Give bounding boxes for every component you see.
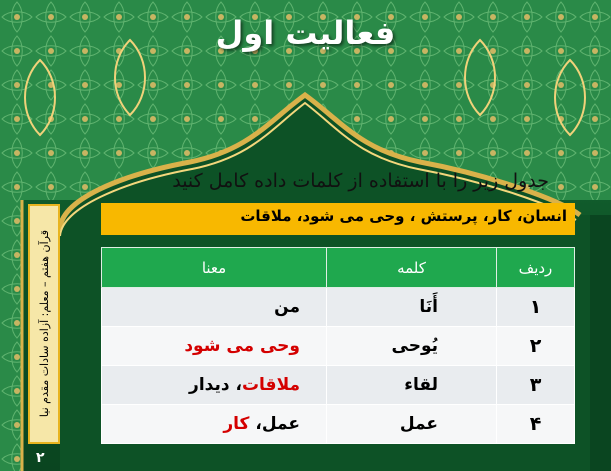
meaning-answer: ملاقات <box>241 375 300 395</box>
vocabulary-table <box>101 247 575 444</box>
row-number: ۱ <box>497 288 575 327</box>
row-number: ۴ <box>497 405 575 444</box>
row-word: عمل <box>327 405 497 444</box>
table-row <box>102 366 575 405</box>
word-bank: انسان، کار، پرستش ، وحی می شود، ملاقات <box>101 203 575 235</box>
page-title: فعالیت اول <box>215 14 396 52</box>
header-row-number: ردیف <box>497 248 575 288</box>
instruction-text: جدول زیر را با استفاده از کلمات داده کامل کنید <box>172 170 549 192</box>
page-number: ۲ <box>36 450 45 466</box>
table-row <box>102 405 575 444</box>
header-meaning: معنا <box>102 248 327 288</box>
row-meaning <box>102 327 327 366</box>
table-row <box>102 288 575 327</box>
teacher-credit-banner <box>28 204 60 444</box>
row-word: أَنَا <box>327 288 497 327</box>
table-header-row <box>102 248 575 288</box>
meaning-answer: کار <box>223 414 250 434</box>
row-meaning <box>102 405 327 444</box>
row-number: ۲ <box>497 327 575 366</box>
row-word: لقاء <box>327 366 497 405</box>
meaning-tail: ، دیدار <box>189 375 242 395</box>
teacher-credit-text: قرآن هفتم – معلم: آزاده سادات مقدم نیا <box>37 230 51 418</box>
header-word: کلمه <box>327 248 497 288</box>
meaning-text: من <box>274 297 300 317</box>
row-meaning <box>102 366 327 405</box>
row-meaning <box>102 288 327 327</box>
meaning-text: عمل، <box>249 414 300 434</box>
row-number: ۳ <box>497 366 575 405</box>
table-row <box>102 327 575 366</box>
meaning-answer: وحی می شود <box>184 336 300 356</box>
row-word: یُوحی <box>327 327 497 366</box>
